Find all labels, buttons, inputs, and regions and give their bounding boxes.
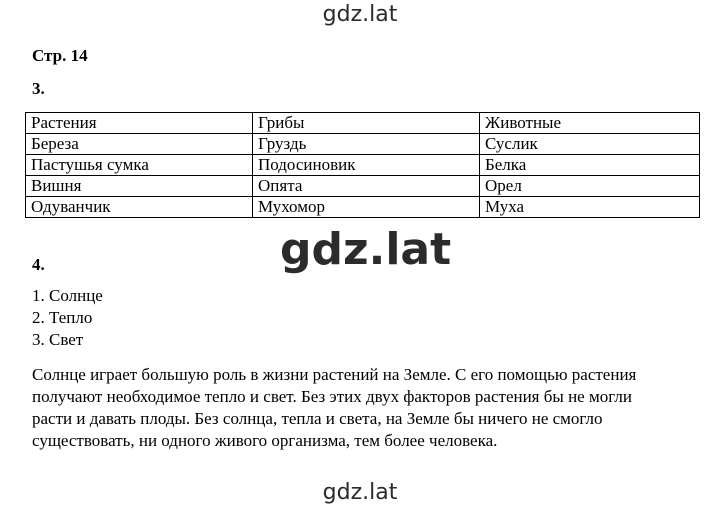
answer-list (32, 285, 103, 351)
table-cell: Белка (480, 155, 700, 176)
watermark-bottom: gdz.lat (322, 480, 398, 505)
table-row (26, 197, 700, 218)
list-item: 2. Тепло (32, 308, 93, 327)
paragraph-line: существовать, ни одного живого организма, тем более человека. (32, 431, 498, 450)
table-cell: Орел (480, 176, 700, 197)
table-cell: Береза (26, 134, 253, 155)
paragraph-line: Солнце играет большую роль в жизни растений на Земле. С его помощью растения (32, 365, 637, 384)
table-cell: Вишня (26, 176, 253, 197)
table-cell: Мухомор (253, 197, 480, 218)
table-cell: Одуванчик (26, 197, 253, 218)
list-item: 1. Солнце (32, 286, 103, 305)
table-cell: Пастушья сумка (26, 155, 253, 176)
table-cell: Суслик (480, 134, 700, 155)
answer-paragraph (32, 364, 697, 452)
table-cell: Растения (26, 113, 253, 134)
table-row (26, 134, 700, 155)
table-cell: Муха (480, 197, 700, 218)
table-cell: Грибы (253, 113, 480, 134)
table-row (26, 113, 700, 134)
list-item: 3. Свет (32, 330, 84, 349)
paragraph-line: расти и давать плоды. Без солнца, тепла и света, на Земле бы ничего не смогло (32, 409, 603, 428)
page-number: Стр. 14 (32, 46, 88, 65)
watermark-middle: gdz.lat (274, 224, 457, 276)
table-cell: Животные (480, 113, 700, 134)
table-cell: Опята (253, 176, 480, 197)
watermark-top: gdz.lat (322, 2, 398, 27)
table-row (26, 176, 700, 197)
paragraph-line: получают необходимое тепло и свет. Без этих двух факторов растения бы не могли (32, 387, 632, 406)
table-cell: Груздь (253, 134, 480, 155)
task-3-number: 3. (32, 79, 45, 98)
table-row (26, 155, 700, 176)
classification-table (25, 112, 700, 218)
table-cell: Подосиновик (253, 155, 480, 176)
task-4-number: 4. (32, 255, 45, 274)
